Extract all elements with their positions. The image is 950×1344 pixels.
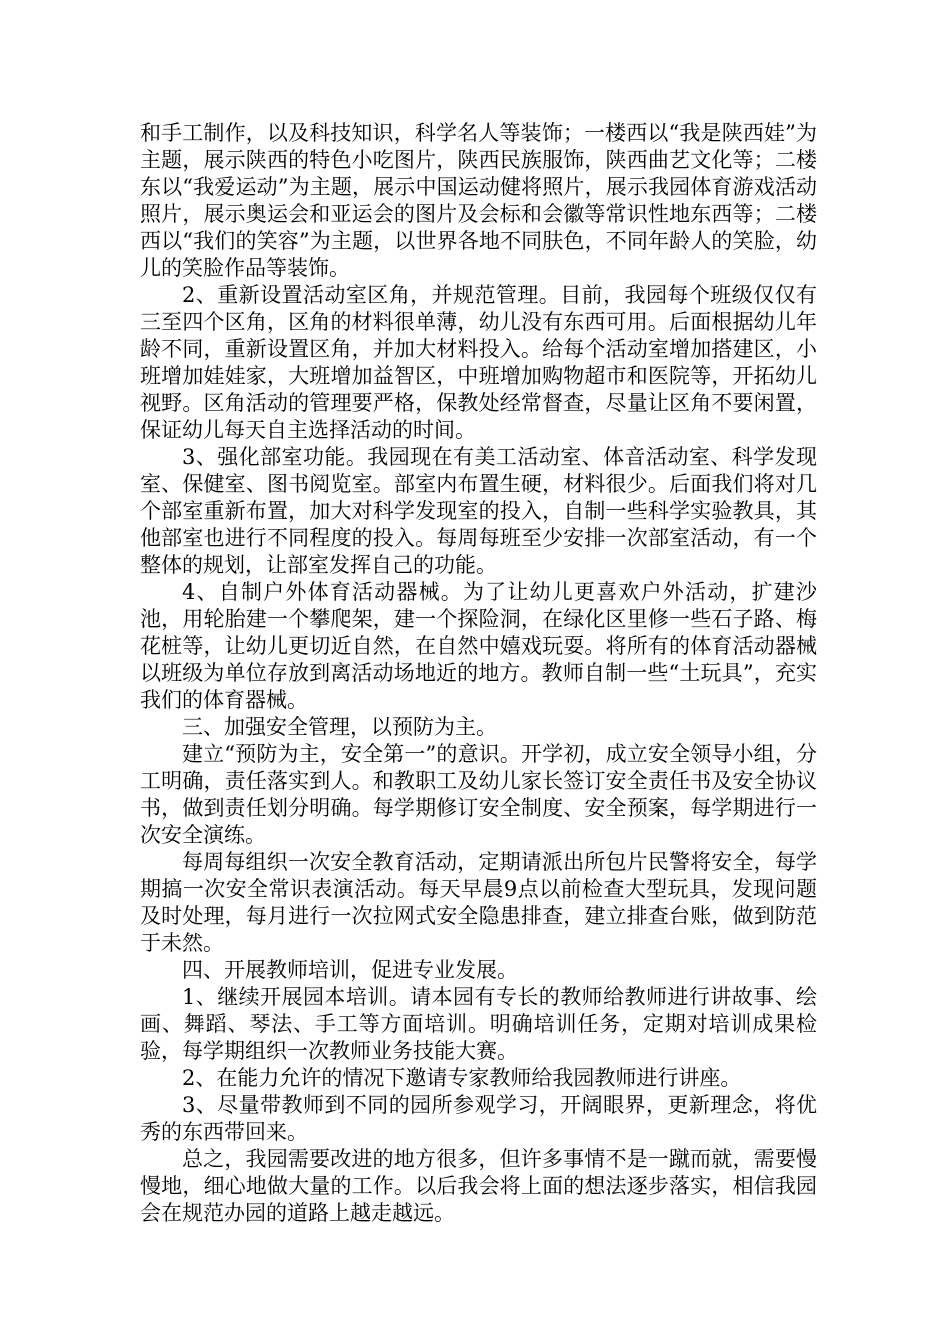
paragraph-conclusion: 总之，我园需要改进的地方很多，但许多事情不是一蹴而就，需要慢慢地，细心地做大量的工作。以后我会将上面的想法逐步落实，相信我园会在规范办园的道路上越走越远。 [140,1147,817,1225]
paragraph-outdoor-equipment: 4、自制户外体育活动器械。为了让幼儿更喜欢户外活动，扩建沙池，用轮胎建一个攀爬架，建一个探险洞，在绿化区里修一些石子路、梅花桩等，让幼儿更切近自然，在自然中嬉戏玩耍。将所有的体育活动器械以班级为单位存放到离活动场地近的地方。教师自制一些“土玩具”，充实我们的体育器械。 [140,580,817,712]
paragraph-expert-lectures: 2、在能力允许的情况下邀请专家教师给我园教师进行讲座。 [182,1066,742,1090]
section-heading-teacher-training: 四、开展教师培训，促进专业发展。 [182,958,518,982]
paragraph-activity-corners: 2、重新设置活动室区角，并规范管理。目前，我园每个班级仅仅有三至四个区角，区角的材料很单薄，幼儿没有东西可用。后面根据幼儿年龄不同，重新设置区角，并加大材料投入。给每个活动室增加搭建区，小班增加娃娃家，大班增加益智区，中班增加购物超市和医院等，开拓幼儿视野。区角活动的管理要严格，保教处经常督查，尽量让区角不要闲置，保证幼儿每天自主选择活动的时间。 [140,283,817,442]
document-body [140,120,817,1227]
paragraph-safety-education: 每周每组织一次安全教育活动，定期请派出所包片民警将安全，每学期搞一次安全常识表演活动。每天早晨9点以前检查大型玩具，发现问题及时处理，每月进行一次拉网式安全隐患排查，建立排查台账，做到防范于未然。 [140,850,817,955]
paragraph-department-rooms: 3、强化部室功能。我园现在有美工活动室、体音活动室、科学发现室、保健室、图书阅览室。部室内布置生硬，材料很少。后面我们将对几个部室重新布置，加大对科学发现室的投入，自制一些科学实验教具，其他部室也进行不同程度的投入。每周每班至少安排一次部室活动，有一个整体的规划，让部室发挥自己的功能。 [140,445,817,577]
paragraph-safety-awareness: 建立“预防为主，安全第一”的意识。开学初，成立安全领导小组，分工明确，责任落实到人。和教职工及幼儿家长签订安全责任书及安全协议书，做到责任划分明确。每学期修订安全制度、安全预案，每学期进行一次安全演练。 [140,742,817,847]
paragraph-school-training: 1、继续开展园本培训。请本园有专长的教师给教师进行讲故事、绘画、舞蹈、琴法、手工等方面培训。明确培训任务，定期对培训成果检验，每学期组织一次教师业务技能大赛。 [140,985,817,1063]
paragraph-continued: 和手工制作，以及科技知识，科学名人等装饰；一楼西以“我是陕西娃”为主题，展示陕西的特色小吃图片，陕西民族服饰，陕西曲艺文化等；二楼东以“我爱运动”为主题，展示中国运动健将照片，展示我园体育游戏活动照片，展示奥运会和亚运会的图片及会标和会徽等常识性地东西等；二楼西以“我们的笑容”为主题，以世界各地不同肤色，不同年龄人的笑脸，幼儿的笑脸作品等装饰。 [140,121,817,280]
paragraph-visits: 3、尽量带教师到不同的园所参观学习，开阔眼界，更新理念，将优秀的东西带回来。 [140,1093,817,1144]
section-heading-safety: 三、加强安全管理，以预防为主。 [182,715,497,739]
